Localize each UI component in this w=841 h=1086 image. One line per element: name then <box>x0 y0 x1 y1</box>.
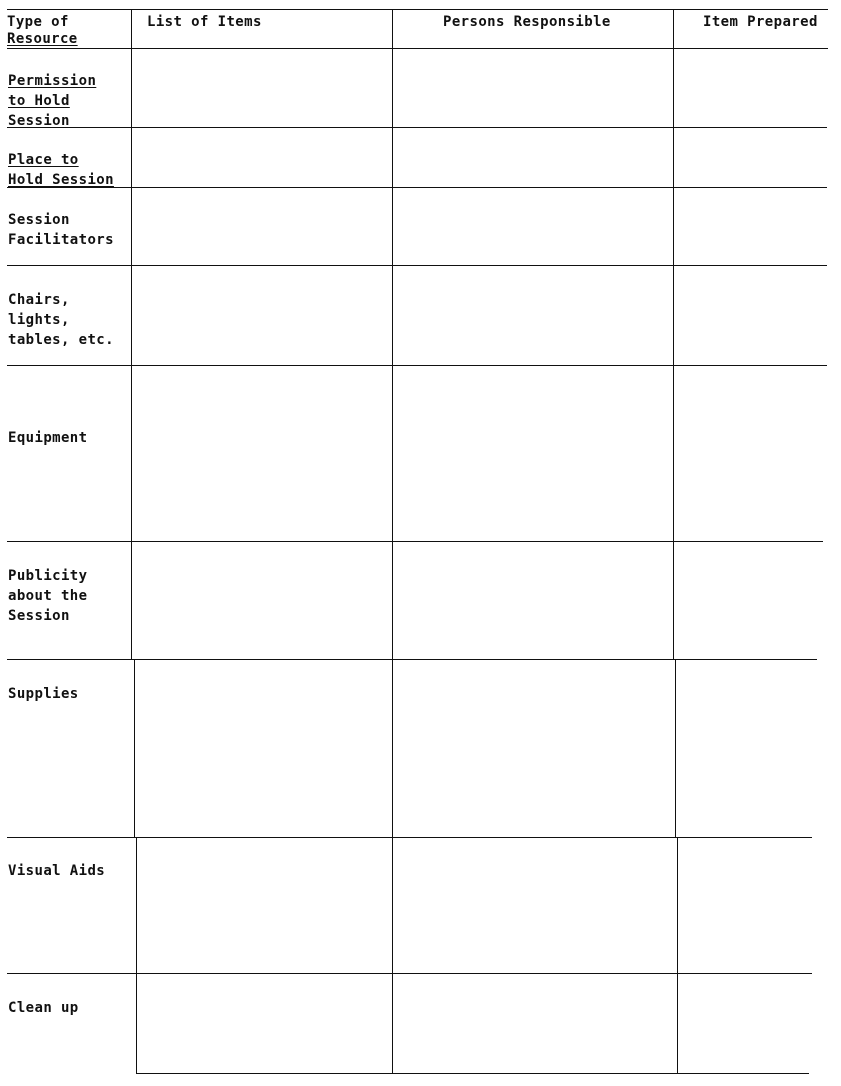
rule-row-1 <box>7 127 827 128</box>
cell-permission-items <box>132 49 392 127</box>
cell-permission-prepared <box>675 49 825 127</box>
rule-row-2 <box>7 187 827 188</box>
cell-permission-persons <box>393 49 673 127</box>
row-label-supplies: Supplies <box>8 686 79 702</box>
col-rule-3c <box>677 837 678 1074</box>
rule-row-8 <box>7 973 812 974</box>
row-label-place: Place to Hold Session <box>8 152 114 188</box>
col-rule-3a <box>673 9 674 659</box>
rule-bottom <box>137 1073 809 1074</box>
header-type-of-resource <box>7 14 78 48</box>
col-rule-1a <box>131 9 132 659</box>
col-rule-3b <box>675 659 676 838</box>
row-label-chairs: Chairs, lights, tables, etc. <box>8 292 114 348</box>
rule-row-3 <box>7 265 827 266</box>
header-persons-responsible: Persons Responsible <box>443 14 611 30</box>
row-label-visual-aids: Visual Aids <box>8 863 106 879</box>
rule-row-4 <box>7 365 827 366</box>
row-label-permission: Permission to Hold Session <box>8 73 97 129</box>
rule-row-6 <box>7 659 817 660</box>
rule-row-7 <box>7 837 812 838</box>
row-label-publicity: Publicity about the Session <box>8 568 88 624</box>
header-type-line1: Type of <box>7 14 69 30</box>
col-rule-1b <box>134 659 135 838</box>
row-label-facilitators: Session Facilitators <box>8 212 114 248</box>
header-list-of-items: List of Items <box>147 14 262 30</box>
rule-row-5 <box>7 541 823 542</box>
row-label-equipment: Equipment <box>8 430 88 446</box>
header-type-line2: Resource <box>7 31 78 47</box>
col-rule-2 <box>392 9 393 1074</box>
header-item-prepared: Item Prepared <box>703 14 818 30</box>
col-rule-1c <box>136 837 137 1074</box>
row-label-clean-up: Clean up <box>8 1000 79 1016</box>
